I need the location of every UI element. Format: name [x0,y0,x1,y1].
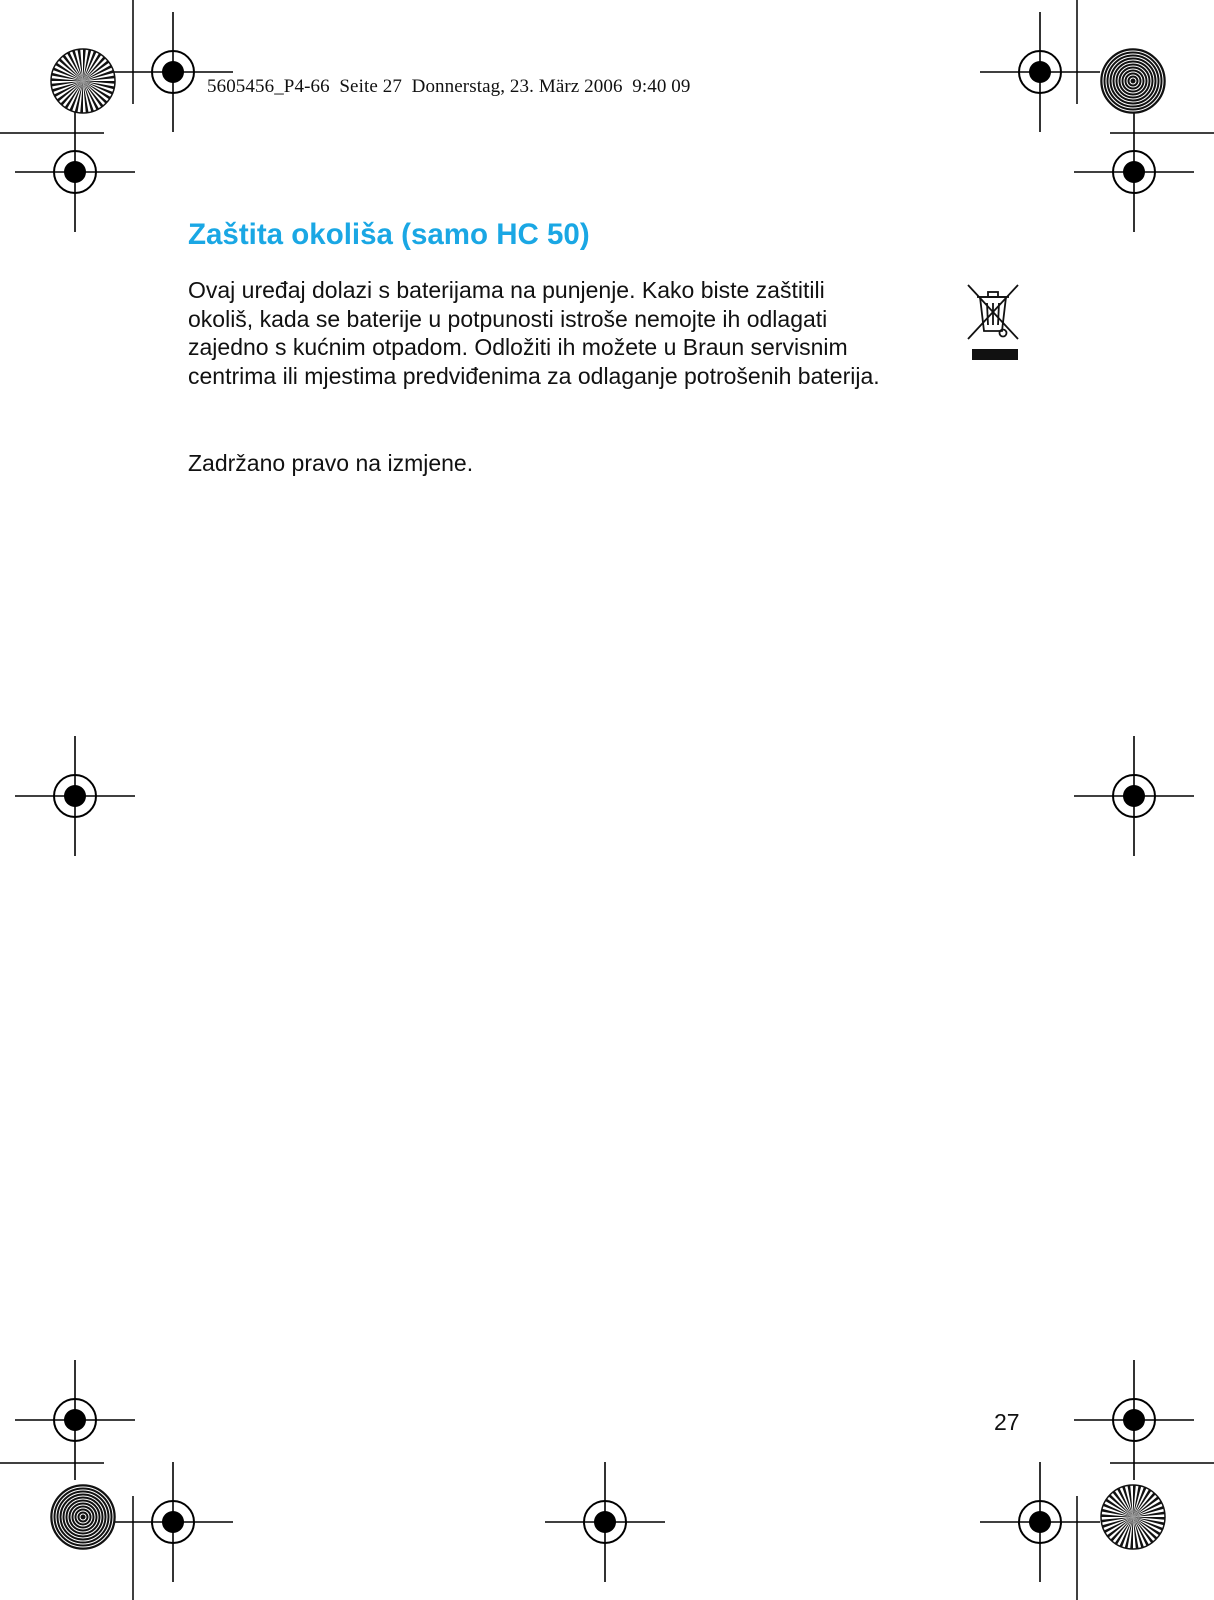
rights-note: Zadržano pravo na izmjene. [188,450,474,476]
registration-mark-icon [15,1360,135,1480]
registration-mark-icon [1074,112,1194,232]
registration-mark-icon [545,1462,665,1582]
crossed-out-wheelie-bin-icon [966,283,1022,363]
section-heading: Zaštita okoliša (samo HC 50) [188,218,590,251]
registration-mark-icon [15,112,135,232]
registration-mark-icon [1074,736,1194,856]
print-slug: 5605456_P4-66 Seite 27 Donnerstag, 23. März 2006 9:40 09 [207,76,691,97]
starburst-target-icon [51,1485,115,1549]
registration-mark-icon [113,12,233,132]
starburst-target-icon [51,49,115,113]
registration-mark-icon [113,1462,233,1582]
body-line: okoliš, kada se baterije u potpunosti istroše nemojte ih odlagati [188,305,828,332]
body-line: Ovaj uređaj dolazi s baterijama na punjenje. Kako biste zaštitili [188,277,825,303]
body-paragraph [188,276,978,390]
body-line: centrima ili mjestima predviđenima za odlaganje potrošenih baterija. [188,362,880,389]
body-line: zajedno s kućnim otpadom. Odložiti ih možete u Braun servisnim [188,334,848,360]
registration-mark-icon [980,12,1100,132]
registration-mark-icon [980,1462,1100,1582]
registration-mark-icon [15,736,135,856]
page-number: 27 [994,1409,1020,1435]
registration-mark-icon [1074,1360,1194,1480]
starburst-target-icon [1101,49,1165,113]
starburst-target-icon [1101,1485,1165,1549]
